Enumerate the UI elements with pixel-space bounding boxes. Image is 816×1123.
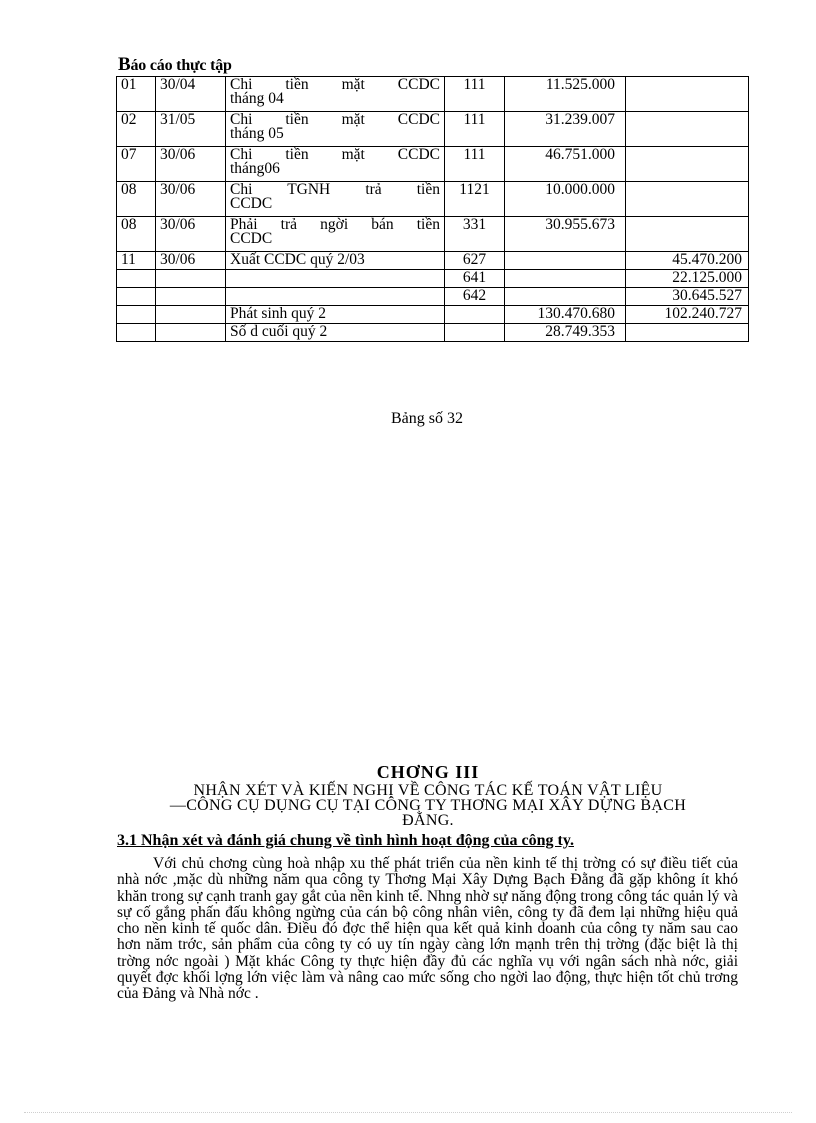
chapter-subtitle-line2: —CÔNG CỤ DỤNG CỤ TẠI CÔNG TY THƠNG MẠI XÂY DỰNG BẠCH xyxy=(169,797,687,814)
cell-date: 30/06 xyxy=(156,182,226,217)
chapter-subtitle-line1: NHẬN XÉT VÀ KIẾN NGHỊ VỀ CÔNG TÁC KẾ TOÁN VẬT LIỆU xyxy=(193,782,663,799)
cell-account: 641 xyxy=(445,270,505,288)
cell-no: 01 xyxy=(117,77,156,112)
cell-date xyxy=(156,324,226,342)
page-header xyxy=(118,54,232,76)
desc-line2: tháng 04 xyxy=(230,90,284,107)
desc-line2: tháng 05 xyxy=(230,125,284,142)
cell-debit: 11.525.000 xyxy=(505,77,626,112)
cell-date: 30/06 xyxy=(156,217,226,252)
table-row xyxy=(117,77,749,112)
cell-no: 08 xyxy=(117,217,156,252)
cell-date xyxy=(156,306,226,324)
table-row xyxy=(117,252,749,270)
cell-debit: 10.000.000 xyxy=(505,182,626,217)
cell-credit xyxy=(626,77,749,112)
cell-credit xyxy=(626,147,749,182)
cell-account: 111 xyxy=(445,77,505,112)
header-initial: B xyxy=(118,54,131,75)
cell-debit xyxy=(505,270,626,288)
desc-line2: CCDC xyxy=(230,195,273,212)
cell-desc xyxy=(226,77,445,112)
cell-date: 31/05 xyxy=(156,112,226,147)
desc-line2: CCDC xyxy=(230,230,273,247)
cell-desc xyxy=(226,182,445,217)
cell-desc xyxy=(226,147,445,182)
cell-no: 02 xyxy=(117,112,156,147)
cell-desc: Số d cuối quý 2 xyxy=(226,324,445,342)
cell-credit: 45.470.200 xyxy=(626,252,749,270)
cell-desc xyxy=(226,112,445,147)
cell-debit: 46.751.000 xyxy=(505,147,626,182)
chapter-title: CHƠNG III xyxy=(376,762,480,782)
ledger-table xyxy=(116,76,749,342)
cell-date: 30/04 xyxy=(156,77,226,112)
cell-no xyxy=(117,306,156,324)
page-bottom-rule xyxy=(24,1112,792,1113)
desc-line1: Chi tiền mặt CCDC xyxy=(230,111,440,128)
cell-credit xyxy=(626,217,749,252)
chapter-subtitle-line3: ĐẰNG. xyxy=(402,812,454,829)
table-row xyxy=(117,324,749,342)
desc-line1: Chi TGNH trả tiền xyxy=(230,181,440,198)
cell-account xyxy=(445,324,505,342)
chapter-heading xyxy=(118,762,738,828)
table-row xyxy=(117,306,749,324)
table-row xyxy=(117,270,749,288)
cell-account xyxy=(445,306,505,324)
desc-line2: tháng06 xyxy=(230,160,280,177)
cell-credit xyxy=(626,112,749,147)
cell-account: 111 xyxy=(445,112,505,147)
section-title: 3.1 Nhận xét và đánh giá chung về tình hình hoạt động của công ty. xyxy=(117,832,574,849)
header-text: áo cáo thực tập xyxy=(130,57,232,74)
cell-desc xyxy=(226,217,445,252)
cell-date xyxy=(156,288,226,306)
cell-no: 08 xyxy=(117,182,156,217)
body-paragraph: Với chủ chơng cùng hoà nhập xu thế phát triển của nền kinh tế thị trờng có sự điều tiết của nhà nớc ,mặc dù những năm qua công ty Thơng Mại Xây Dựng Bạch Đằng đã gặp không ít khó khăn trong sự cạnh tranh gay gắt của nền kinh tế. Nhng nhờ sự năng động trong công tác quản lý và sự cố gắng phấn đấu không ngừng của cán bộ công nhân viên, công ty đã đem lại những hiệu quả cho nền kinh tế quốc dân. Điều đó đợc thể hiện qua kết quả kinh doanh của công ty năm sau cao hơn năm trớc, sản phẩm của công ty có uy tín ngày càng lớn mạnh trên thị trờng (đặc biệt là thị trờng nớc ngoài ) Mặt khác Công ty thực hiện đầy đủ các nghĩa vụ với ngân sách nhà nớc, giải quyết đợc khối lợng lớn việc làm và nâng cao mức sống cho ngời lao động, thực hiện tốt chủ trơng của Đảng và Nhà nớc . xyxy=(117,855,738,1003)
cell-credit: 102.240.727 xyxy=(626,306,749,324)
desc-line1: Chi tiền mặt CCDC xyxy=(230,76,440,93)
cell-debit: 28.749.353 xyxy=(505,324,626,342)
cell-date xyxy=(156,270,226,288)
table-row xyxy=(117,288,749,306)
table-row xyxy=(117,182,749,217)
cell-account: 627 xyxy=(445,252,505,270)
desc-line1: Phải trả ngời bán tiền xyxy=(230,216,440,233)
cell-account: 111 xyxy=(445,147,505,182)
cell-credit: 30.645.527 xyxy=(626,288,749,306)
cell-desc xyxy=(226,270,445,288)
cell-no xyxy=(117,324,156,342)
cell-date: 30/06 xyxy=(156,252,226,270)
cell-account: 331 xyxy=(445,217,505,252)
table-row xyxy=(117,147,749,182)
cell-no xyxy=(117,270,156,288)
cell-account: 642 xyxy=(445,288,505,306)
cell-desc: Xuất CCDC quý 2/03 xyxy=(226,252,445,270)
cell-credit xyxy=(626,324,749,342)
cell-no: 07 xyxy=(117,147,156,182)
cell-debit xyxy=(505,252,626,270)
cell-debit xyxy=(505,288,626,306)
cell-desc xyxy=(226,288,445,306)
cell-account: 1121 xyxy=(445,182,505,217)
table-caption: Bảng số 32 xyxy=(391,410,463,427)
cell-debit: 130.470.680 xyxy=(505,306,626,324)
cell-debit: 30.955.673 xyxy=(505,217,626,252)
cell-no xyxy=(117,288,156,306)
desc-line1: Chi tiền mặt CCDC xyxy=(230,146,440,163)
cell-desc: Phát sinh quý 2 xyxy=(226,306,445,324)
cell-no: 11 xyxy=(117,252,156,270)
cell-date: 30/06 xyxy=(156,147,226,182)
cell-credit: 22.125.000 xyxy=(626,270,749,288)
table-row xyxy=(117,112,749,147)
cell-debit: 31.239.007 xyxy=(505,112,626,147)
cell-credit xyxy=(626,182,749,217)
table-row xyxy=(117,217,749,252)
